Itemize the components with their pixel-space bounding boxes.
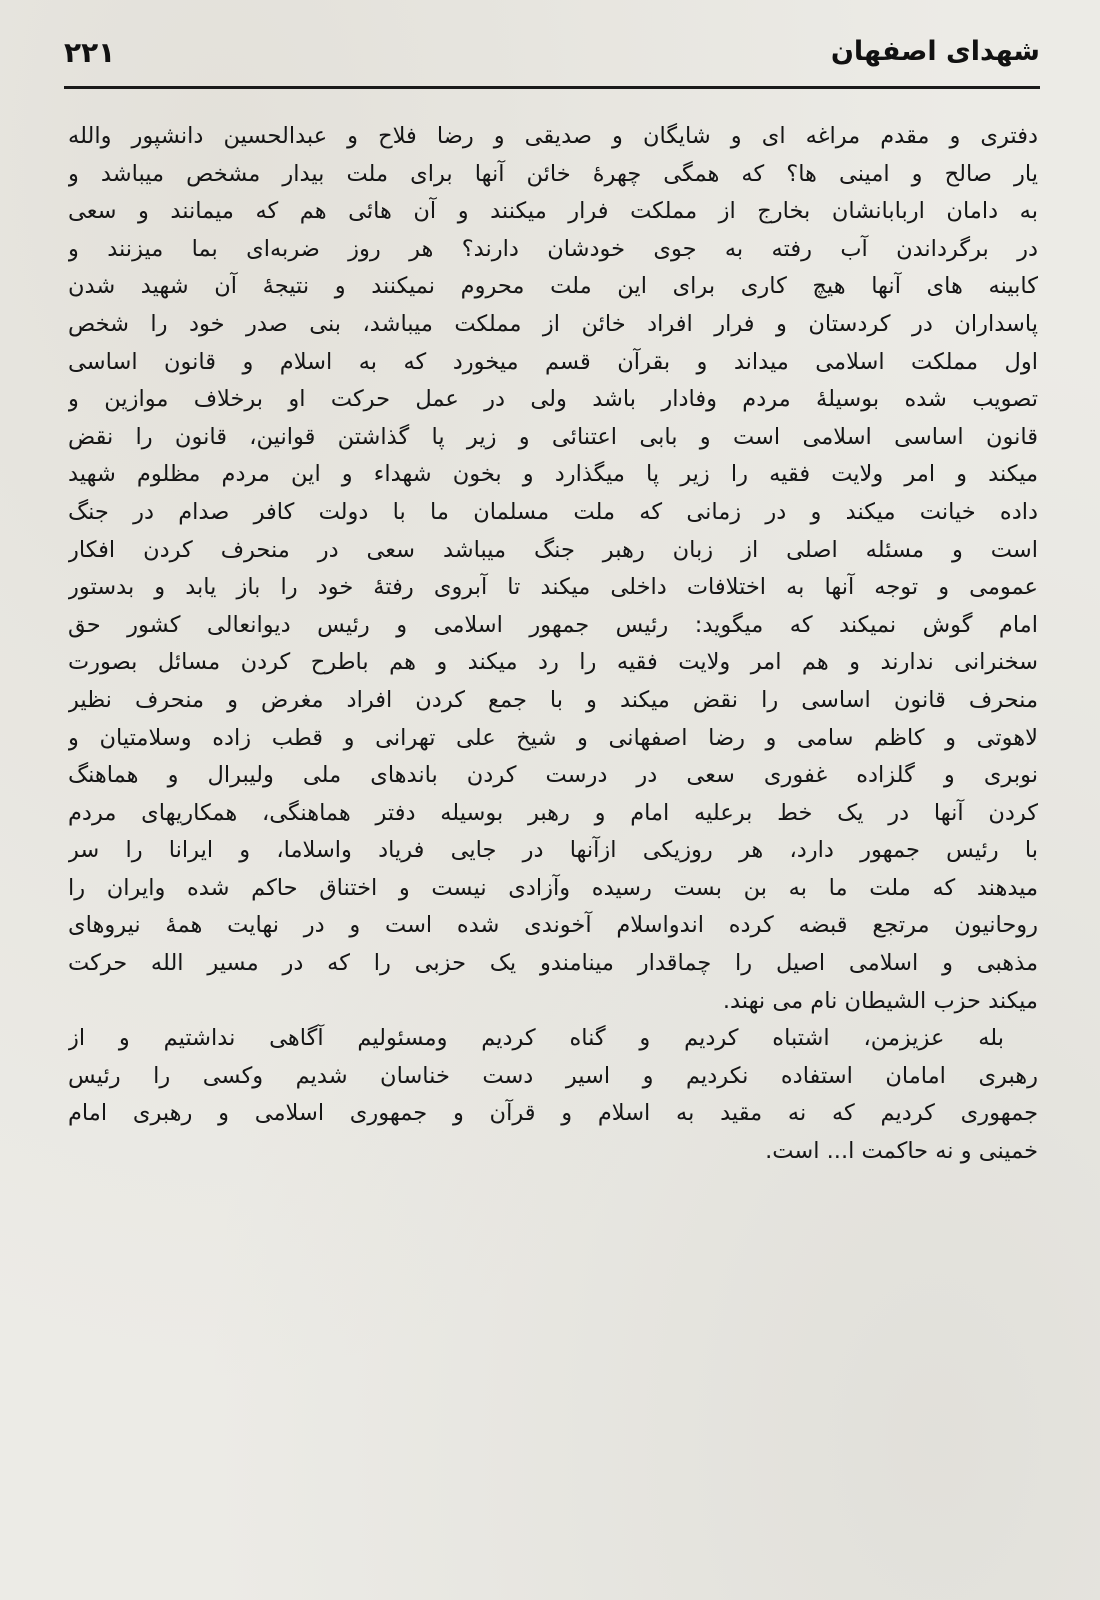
text-line: کردن آنها در یک خط برعلیه امام و رهبر بوسیله دفتر هماهنگی، همکاریهای مردم	[68, 799, 1038, 826]
running-title: شهدای اصفهان	[830, 36, 1040, 67]
text-line: جمهوری کردیم که نه مقید به اسلام و قرآن و جمهوری اسلامی و رهبری امام	[68, 1100, 1038, 1127]
text-line: سخنرانی ندارند و هم امر ولایت فقیه را رد میکند و هم باطرح کردن مسائل بصورت	[68, 649, 1038, 676]
body-text	[68, 118, 1038, 1171]
text-line: قانون اساسی اسلامی است و بابی اعتنائی و زیر پا گذاشتن قوانین، قانون را نقض	[68, 423, 1038, 450]
text-line: بله عزیزمن، اشتباه کردیم و گناه کردیم ومسئولیم آگاهی نداشتیم و از	[68, 1025, 1004, 1052]
text-line: دفتری و مقدم مراغه ای و شایگان و صدیقی و رضا فلاح و عبدالحسین دانشپور والله	[68, 123, 1038, 149]
text-line: داده خیانت میکند و در زمانی که ملت مسلمان ما با دولت کافر صدام در جنگ	[68, 498, 1038, 525]
text-line: میکند حزب الشیطان نام می نهند.	[722, 987, 1038, 1014]
text-line: امام گوش نمیکند که میگوید: رئیس جمهور اسلامی و رئیس دیوانعالی کشور حق	[68, 611, 1038, 638]
header-divider	[64, 86, 1040, 89]
text-line: روحانیون مرتجع قبضه کرده اندواسلام آخوندی شده است و در نهایت همهٔ نیروهای	[68, 912, 1038, 939]
text-line: مذهبی و اسلامی اصیل را چماقدار مینامندو یک حزبی را که در مسیر الله حرکت	[68, 950, 1038, 977]
text-line: منحرف قانون اساسی را نقض میکند و با جمع کردن افراد مغرض و منحرف نظیر	[68, 686, 1038, 713]
text-line: کابینه های آنها هیچ کاری برای این ملت محروم نمیکنند و نتیجهٔ آن شهید شدن	[68, 273, 1038, 300]
page-header	[64, 24, 1040, 94]
text-line: عمومی و توجه آنها به اختلافات داخلی میکند تا آبروی رفتهٔ خود را باز یابد و بدستور	[68, 574, 1038, 601]
text-line: میکند و امر ولایت فقیه را زیر پا میگذارد و بخون شهداء و این مردم مظلوم شهید	[68, 461, 1038, 488]
page-number: ۲۲۱	[64, 36, 116, 69]
text-line: با رئیس جمهور دارد، هر روزیکی ازآنها در جایی فریاد واسلاما، و ایرانا را سر	[68, 837, 1038, 864]
text-line: نوبری و گلزاده غفوری سعی در درست کردن باندهای ملی ولیبرال و هماهنگ	[68, 762, 1038, 789]
text-line: است و مسئله اصلی از زبان رهبر جنگ میباشد سعی در منحرف کردن افکار	[68, 536, 1038, 563]
text-line: در برگرداندن آب رفته به جوی خودشان دارند؟ هر روز ضربه‌ای بما میزنند و	[68, 235, 1038, 262]
text-line: لاهوتی و کاظم سامی و رضا اصفهانی و شیخ علی تهرانی و قطب زاده وسلامتیان و	[68, 724, 1038, 751]
text-line: تصویب شده بوسیلهٔ مردم وفادار باشد ولی در عمل حرکت او برخلاف موازین و	[68, 386, 1038, 413]
text-line: رهبری امامان استفاده نکردیم و اسیر دست خناسان شدیم وکسی را رئیس	[68, 1062, 1038, 1089]
text-line: خمینی و نه حاکمت ا... است.	[765, 1138, 1038, 1165]
text-line: میدهند که ملت ما به بن بست رسیده وآزادی نیست و اختناق حاکم شده وایران را	[68, 874, 1038, 901]
text-line: به دامان اربابانشان بخارج از مملکت فرار میکنند و آن هائی هم که میمانند و سعی	[68, 198, 1038, 225]
text-line: اول مملکت اسلامی میداند و بقرآن قسم میخورد که به اسلام و قانون اساسی	[68, 348, 1038, 375]
text-line: یار صالح و امینی ها؟ که همگی چهرهٔ خائن آنها برای ملت بیدار مشخص میباشد و	[68, 160, 1038, 187]
text-line: پاسداران در کردستان و فرار افراد خائن از مملکت میباشد، بنی صدر خود را شخص	[68, 310, 1038, 337]
